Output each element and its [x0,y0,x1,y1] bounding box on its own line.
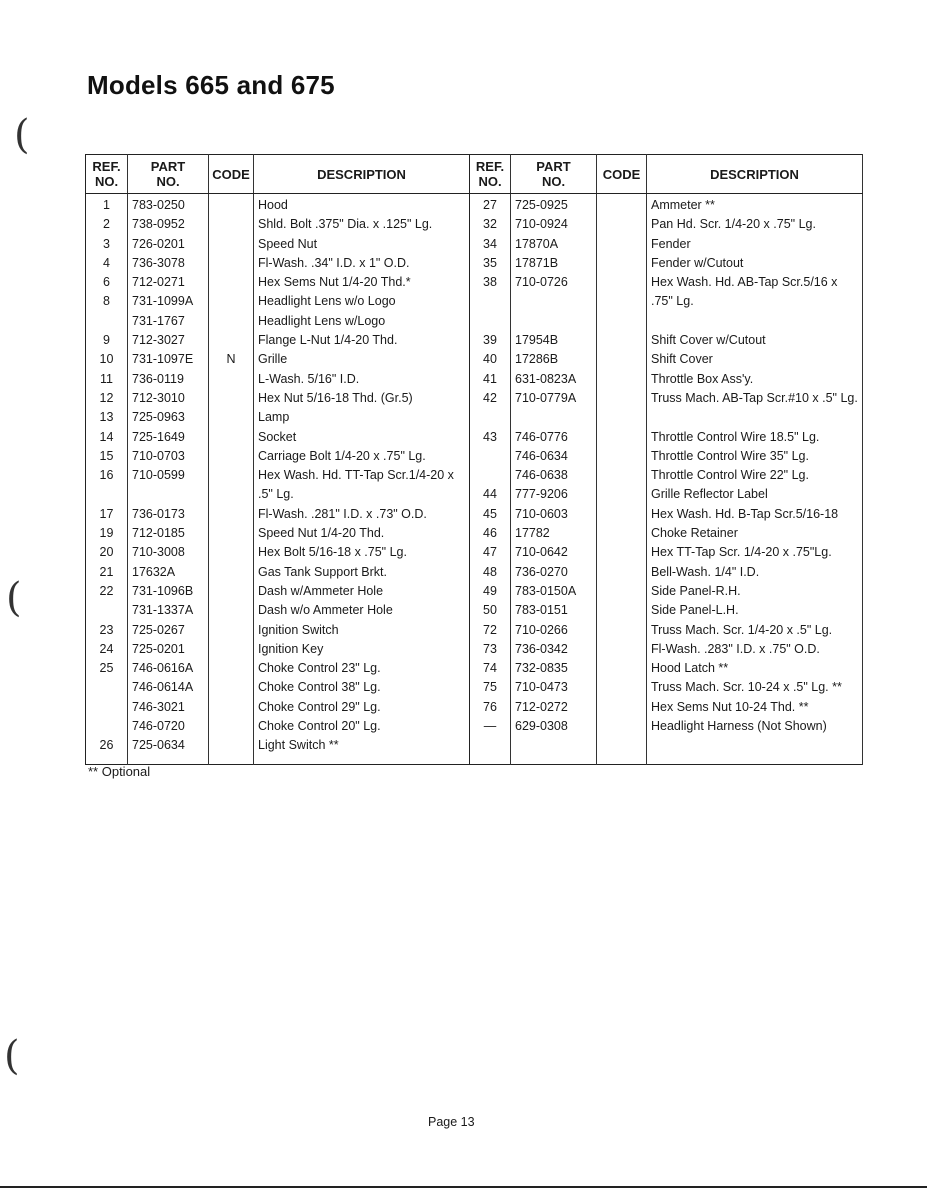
cell-code [209,543,253,562]
cell-ref-no: 43 [483,429,497,444]
cell-ref-no: 10 [99,352,114,367]
cell-ref-no: 46 [483,526,497,541]
cell-ref-no: 34 [483,236,497,251]
cell-part-no: 736-0173 [132,506,185,521]
cell-code [209,678,253,697]
cell-ref-no: 13 [99,410,114,425]
table-header-row [86,155,863,194]
cell-ref-no: 35 [483,255,497,270]
cell-code [597,273,646,312]
cell-description: Light Switch ** [258,738,339,753]
cell-code [209,370,253,389]
cell-description: Choke Control 38" Lg. [258,680,381,695]
cell-part-no: 17782 [515,526,550,541]
column-description [254,194,470,765]
cell-ref-no [86,678,127,697]
cell-code [597,331,646,350]
cell-code [597,601,646,620]
cell-part-no: 725-0634 [132,738,185,753]
cell-part-no: 783-0150A [515,583,577,598]
cell-code [597,312,646,331]
cell-description: Hex Sems Nut 1/4-20 Thd.* [258,275,411,290]
cell-code [597,659,646,678]
cell-ref-no: 25 [99,661,114,676]
cell-ref-no: 19 [99,526,114,541]
cell-code: N [226,352,236,367]
cell-description: Hex Wash. Hd. B-Tap Scr.5/16-18 [651,506,839,521]
header-description: DESCRIPTION [254,155,470,194]
cell-ref-no: 74 [483,661,497,676]
cell-ref-no: 1 [103,198,110,212]
cell-part-no: 738-0952 [132,217,185,232]
cell-ref-no: 47 [483,545,497,560]
cell-code [209,215,253,234]
cell-code [597,582,646,601]
cell-part-no: 710-0266 [515,622,568,637]
cell-description: Truss Mach. Scr. 1/4-20 x .5" Lg. [651,622,833,637]
cell-description: Fl-Wash. .281" I.D. x .73" O.D. [258,506,427,521]
cell-ref-no [86,601,127,620]
cell-part-no: 726-0201 [132,236,185,251]
cell-description: Shift Cover [651,352,713,367]
column-code [597,194,647,765]
cell-description: Hood [258,198,288,212]
cell-code [597,717,646,736]
cell-description: Headlight Lens w/Logo [258,313,386,328]
cell-part-no: 736-3078 [132,255,185,270]
cell-part-no: 631-0823A [515,371,577,386]
cell-description: Ammeter ** [651,198,715,212]
cell-code [597,505,646,524]
cell-part-no: 731-1767 [132,313,185,328]
cell-part-no: 736-0119 [132,371,184,386]
cell-part-no: 746-0634 [515,448,568,463]
cell-part-no: 731-1097E [132,352,194,367]
cell-description: Shift Cover w/Cutout [651,333,766,348]
optional-footnote: ** Optional [88,764,151,779]
column-part-no [511,194,597,765]
cell-description: Hex TT-Tap Scr. 1/4-20 x .75"Lg. [651,545,832,560]
cell-code [209,466,253,505]
cell-code [597,196,646,215]
cell-description: Hood Latch ** [651,661,729,676]
cell-description: Flange L-Nut 1/4-20 Thd. [258,333,398,348]
cell-ref-no: 11 [100,371,113,386]
cell-ref-no [470,447,510,466]
cell-ref-no: 41 [483,371,497,386]
page-number: Page 13 [428,1115,475,1129]
cell-code [209,447,253,466]
cell-description: Dash w/o Ammeter Hole [258,603,393,618]
cell-part-no: 710-0599 [132,468,185,483]
cell-code [209,408,253,427]
cell-code [597,640,646,659]
cell-part-no: 746-0720 [132,719,185,734]
cell-part-no: 710-3008 [132,545,185,560]
cell-part-no: 725-0963 [132,410,185,425]
binder-hole-mark: ( [4,1033,20,1079]
column-description [647,194,863,765]
cell-ref-no: 14 [99,429,114,444]
cell-code [209,524,253,543]
cell-description: Choke Control 23" Lg. [258,661,381,676]
cell-ref-no: 45 [483,506,497,521]
cell-description: Ignition Switch [258,622,339,637]
cell-description: Headlight Harness (Not Shown) [651,719,827,734]
cell-code [209,196,253,215]
cell-part-no: 710-0642 [515,545,568,560]
cell-ref-no: 16 [99,468,114,483]
cell-ref-no [470,312,510,331]
cell-part-no: 736-0270 [515,564,568,579]
cell-description: Speed Nut [258,236,318,251]
cell-ref-no: 40 [483,352,497,367]
cell-ref-no: 8 [103,294,110,309]
header-code: CODE [597,155,647,194]
cell-description: Fl-Wash. .34" I.D. x 1" O.D. [258,255,410,270]
cell-description: Speed Nut 1/4-20 Thd. [258,526,385,541]
cell-description: Shld. Bolt .375" Dia. x .125" Lg. [258,217,433,232]
page-title: Models 665 and 675 [87,70,335,100]
cell-part-no: 725-1649 [132,429,185,444]
cell-code [597,389,646,428]
cell-part-no: 710-0703 [132,448,185,463]
cell-code [209,254,253,273]
cell-description: Side Panel-R.H. [651,583,741,598]
cell-ref-no: 75 [483,680,497,695]
cell-ref-no: 4 [103,255,110,270]
cell-description: Ignition Key [258,641,324,656]
cell-part-no: 731-1099A [132,294,194,309]
cell-description: Truss Mach. AB-Tap Scr.#10 x .5" Lg. [651,390,858,405]
cell-part-no: 783-0250 [132,198,185,212]
cell-code [209,601,253,620]
cell-part-no: 725-0925 [515,198,568,212]
cell-part-no: 746-0638 [515,468,568,483]
cell-ref-no [470,466,510,485]
cell-ref-no: 49 [483,583,497,598]
cell-code [597,370,646,389]
cell-code [209,582,253,601]
cell-description: Fender w/Cutout [651,255,744,270]
cell-description: Choke Retainer [651,526,738,541]
header-description: DESCRIPTION [647,155,863,194]
cell-ref-no: 17 [99,506,114,521]
cell-part-no: 732-0835 [515,661,568,676]
cell-ref-no: 42 [483,390,497,405]
column-ref-no [86,194,128,765]
cell-part-no: 712-3027 [132,333,185,348]
cell-ref-no: 73 [483,641,497,656]
cell-ref-no: 50 [483,603,497,618]
cell-ref-no: 72 [483,622,497,637]
cell-code [209,563,253,582]
parts-list-table [85,154,863,765]
header-part-no: PART NO. [128,155,209,194]
column-ref-no [470,194,511,765]
binder-hole-mark: ( [6,575,22,621]
column-code [209,194,254,765]
cell-code [209,717,253,736]
cell-code [209,428,253,447]
cell-code [209,312,253,331]
cell-ref-no: 6 [103,275,110,290]
cell-description: Bell-Wash. 1/4" I.D. [651,564,760,579]
cell-code [209,389,253,408]
cell-description: Hex Wash. Hd. TT-Tap Scr.1/4-20 x .5" Lg. [258,468,454,502]
cell-description: Dash w/Ammeter Hole [258,583,384,598]
header-part-no: PART NO. [511,155,597,194]
cell-code [209,659,253,678]
cell-part-no: 712-0272 [515,699,568,714]
cell-ref-no: 23 [99,622,114,637]
cell-code [597,485,646,504]
cell-part-no: 17286B [515,352,559,367]
cell-description: Hex Wash. Hd. AB-Tap Scr.5/16 x .75" Lg. [651,275,838,309]
cell-code [209,698,253,717]
cell-code [209,331,253,350]
cell-description: Carriage Bolt 1/4-20 x .75" Lg. [258,448,426,463]
cell-part-no: 746-0614A [132,680,194,695]
cell-ref-no: 38 [483,275,497,290]
cell-part-no: 736-0342 [515,641,568,656]
cell-description: Pan Hd. Scr. 1/4-20 x .75" Lg. [651,217,816,232]
cell-ref-no: 48 [483,564,497,579]
cell-part-no: 710-0473 [515,680,568,695]
cell-part-no: 725-0201 [132,641,185,656]
cell-ref-no: 27 [483,198,497,212]
header-ref-no: REF. NO. [86,155,128,194]
cell-ref-no: 76 [483,699,497,714]
cell-code [597,621,646,640]
cell-description: Socket [258,429,297,444]
cell-code [209,736,253,755]
header-ref-no: REF. NO. [470,155,511,194]
cell-part-no: 712-0271 [132,275,185,290]
cell-part-no: 777-9206 [515,487,568,502]
cell-description: Throttle Control Wire 22" Lg. [651,468,809,483]
cell-part-no: 746-0616A [132,661,194,676]
cell-ref-no: 21 [99,564,114,579]
column-part-no [128,194,209,765]
cell-ref-no: 12 [99,390,114,405]
cell-part-no: 17632A [132,564,176,579]
cell-description: Headlight Lens w/o Logo [258,294,396,309]
cell-part-no: 783-0151 [515,603,568,618]
cell-description: L-Wash. 5/16" I.D. [258,371,360,386]
cell-code [597,698,646,717]
cell-ref-no [86,698,127,717]
cell-ref-no: 22 [99,583,114,598]
cell-code [209,273,253,292]
cell-description: Hex Bolt 5/16-18 x .75" Lg. [258,545,407,560]
cell-description: Throttle Control Wire 35" Lg. [651,448,809,463]
cell-ref-no: — [483,719,497,734]
binder-hole-mark: ( [14,112,30,158]
cell-part-no: 17871B [515,255,559,270]
cell-ref-no: 3 [103,236,110,251]
cell-part-no: 746-3021 [132,699,185,714]
cell-part-no: 17870A [515,236,559,251]
cell-code [209,292,253,311]
cell-part-no [515,312,596,331]
cell-code [597,678,646,697]
cell-ref-no: 20 [99,545,114,560]
cell-description: Fender [651,236,691,251]
cell-ref-no: 2 [103,217,110,232]
cell-code [209,640,253,659]
cell-part-no: 746-0776 [515,429,568,444]
cell-ref-no [86,717,127,736]
cell-description: Truss Mach. Scr. 10-24 x .5" Lg. ** [651,680,842,695]
cell-code [597,466,646,485]
cell-part-no: 725-0267 [132,622,185,637]
cell-part-no: 710-0924 [515,217,568,232]
cell-ref-no: 24 [99,641,114,656]
cell-part-no: 17954B [515,333,559,348]
cell-description: Hex Nut 5/16-18 Thd. (Gr.5) [258,390,413,405]
cell-part-no: 712-0185 [132,526,185,541]
table-body-row [86,194,863,765]
cell-code [597,524,646,543]
cell-description: Lamp [258,410,290,425]
cell-description: Gas Tank Support Brkt. [258,564,387,579]
cell-description: Hex Sems Nut 10-24 Thd. ** [651,699,809,714]
cell-part-no: 629-0308 [515,719,568,734]
cell-part-no: 712-3010 [132,390,185,405]
cell-code [209,621,253,640]
header-code: CODE [209,155,254,194]
cell-code [209,235,253,254]
cell-part-no: 731-1337A [132,603,194,618]
cell-part-no: 731-1096B [132,583,194,598]
cell-code [597,235,646,254]
cell-ref-no: 9 [103,333,110,348]
cell-code [597,428,646,447]
cell-code [597,563,646,582]
cell-description: Throttle Box Ass'y. [651,371,754,386]
bottom-rule [0,1186,927,1188]
cell-ref-no: 32 [483,217,497,232]
cell-ref-no: 26 [99,738,114,753]
cell-description: Throttle Control Wire 18.5" Lg. [651,429,820,444]
cell-code [209,505,253,524]
cell-ref-no: 15 [99,448,114,463]
cell-code [597,350,646,369]
cell-code [597,543,646,562]
cell-part-no: 710-0779A [515,390,577,405]
cell-ref-no [86,312,127,331]
cell-description: Grille [258,352,288,367]
cell-description: Side Panel-L.H. [651,603,739,618]
cell-code [597,215,646,234]
cell-description [651,312,862,331]
cell-description: Choke Control 20" Lg. [258,719,381,734]
cell-code [597,447,646,466]
cell-description: Grille Reflector Label [651,487,768,502]
cell-description: Fl-Wash. .283" I.D. x .75" O.D. [651,641,820,656]
cell-ref-no: 39 [483,333,497,348]
cell-code [597,254,646,273]
cell-part-no: 710-0726 [515,275,568,290]
cell-part-no: 710-0603 [515,506,568,521]
cell-description: Choke Control 29" Lg. [258,699,381,714]
cell-ref-no: 44 [483,487,497,502]
